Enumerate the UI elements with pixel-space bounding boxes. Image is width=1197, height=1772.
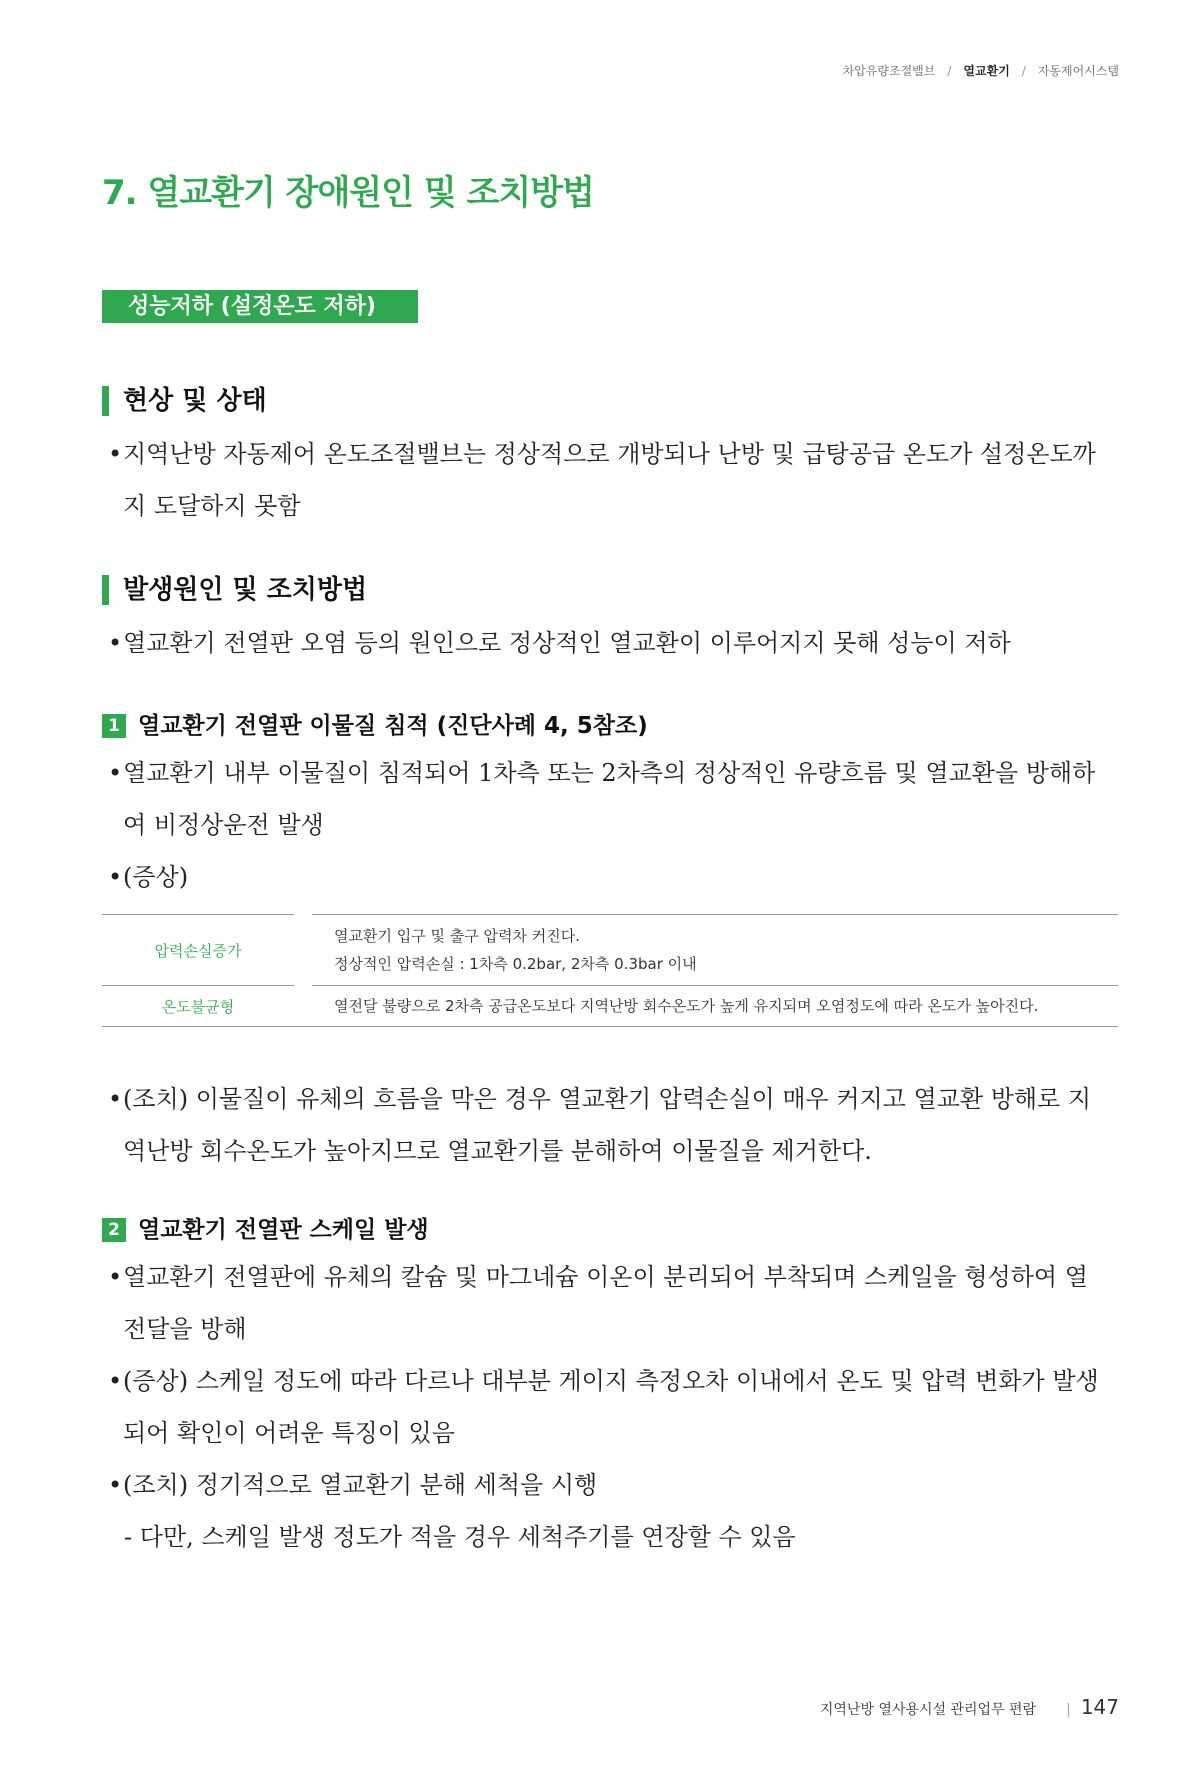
page-number: 147 [1080,1695,1119,1719]
list-item-line: 열교환기 내부 이물질이 침적되어 1차측 또는 2차측의 정상적인 유량흐름 및 열교환을 방해하 [123,759,1096,787]
list-item [108,851,1128,903]
table-gap [294,986,312,1027]
table-row [102,986,1118,1027]
symptom-table [102,914,1118,1027]
breadcrumb-item[interactable]: 차압유량조절밸브 [842,64,936,78]
bullet-icon: • [108,1471,123,1499]
breadcrumb-separator: / [1021,64,1026,78]
bullet-icon: • [108,440,123,468]
section-heading-symptom: 현상 및 상태 [102,386,267,416]
breadcrumb-item-current[interactable]: 열교환기 [963,64,1010,78]
table-key: 압력손실증가 [102,915,294,986]
list-item-line: 여 비정상운전 발생 [123,811,324,839]
number-badge: 2 [102,1218,126,1242]
list-item-line: 전달을 방해 [123,1315,247,1343]
table-value-line: 정상적인 압력손실 : 1차측 0.2bar, 2차측 0.3bar 이내 [334,955,697,973]
list-item-line: 열교환기 전열판 오염 등의 원인으로 정상적인 열교환이 이루어지지 못해 성능이 저하 [123,629,1011,657]
category-tag: 성능저하 (설정온도 저하) [102,290,418,323]
page-title: 7. 열교환기 장애원인 및 조치방법 [102,173,594,213]
section-heading-cause: 발생원인 및 조치방법 [102,575,367,605]
list-item-line: (조치) 정기적으로 열교환기 분해 세척을 시행 [123,1471,598,1499]
subsection-heading-2 [102,1211,429,1244]
subsection-heading-1 [102,707,648,740]
list-item [108,1073,1128,1177]
list-item [108,1459,1128,1511]
list-item-line: (증상) [123,863,189,891]
list-item-line: 지역난방 자동제어 온도조절밸브는 정상적으로 개방되나 난방 및 급탕공급 온도가 설정온도까 [123,440,1096,468]
list-item-line: 역난방 회수온도가 높아지므로 열교환기를 분해하여 이물질을 제거한다. [123,1137,872,1165]
footer-divider: | [1066,1702,1071,1718]
table-row [102,915,1118,986]
breadcrumb-item[interactable]: 자동제어시스템 [1037,64,1119,78]
list-item-line: 되어 확인이 어려운 특징이 있음 [123,1419,455,1447]
bullet-icon: • [108,629,123,657]
page-footer [820,1695,1119,1719]
table-value [312,915,1118,986]
footer-text: 지역난방 열사용시설 관리업무 편람 [819,1702,1037,1718]
list-item-line: 열교환기 전열판에 유체의 칼슘 및 마그네슘 이온이 분리되어 부착되며 스케일을 형성하여 열 [123,1263,1088,1291]
table-key: 온도불균형 [102,986,294,1027]
bullet-icon: • [108,759,123,787]
sub-list-item-line: - 다만, 스케일 발생 정도가 적을 경우 세척주기를 연장할 수 있음 [124,1523,796,1551]
table-value [312,986,1118,1027]
list-item-line: (조치) 이물질이 유체의 흐름을 막은 경우 열교환기 압력손실이 매우 커지고 열교환 방해로 지 [123,1085,1092,1113]
table-value-line: 열교환기 입구 및 출구 압력차 커진다. [334,927,580,945]
list-item-line: 지 도달하지 못함 [123,492,301,520]
table-gap [294,915,312,986]
bullet-icon: • [108,863,123,891]
subsection-title: 열교환기 전열판 이물질 침적 (진단사례 4, 5참조) [138,713,648,739]
list-item [108,428,1128,532]
list-item [108,747,1128,851]
list-item [108,617,1128,669]
list-item [108,1355,1128,1459]
bullet-icon: • [108,1367,123,1395]
number-badge: 1 [102,714,126,738]
subsection-title: 열교환기 전열판 스케일 발생 [138,1217,429,1243]
list-item [108,1251,1128,1355]
bullet-icon: • [108,1085,123,1113]
bullet-icon: • [108,1263,123,1291]
breadcrumb [843,62,1119,79]
list-item-line: (증상) 스케일 정도에 따라 다르나 대부분 게이지 측정오차 이내에서 온도 및 압력 변화가 발생 [123,1367,1099,1395]
table-value-line: 열전달 불량으로 2차측 공급온도보다 지역난방 회수온도가 높게 유지되며 오염정도에 따라 온도가 높아진다. [334,997,1039,1015]
breadcrumb-separator: / [947,64,952,78]
sub-list-item [124,1511,1144,1563]
